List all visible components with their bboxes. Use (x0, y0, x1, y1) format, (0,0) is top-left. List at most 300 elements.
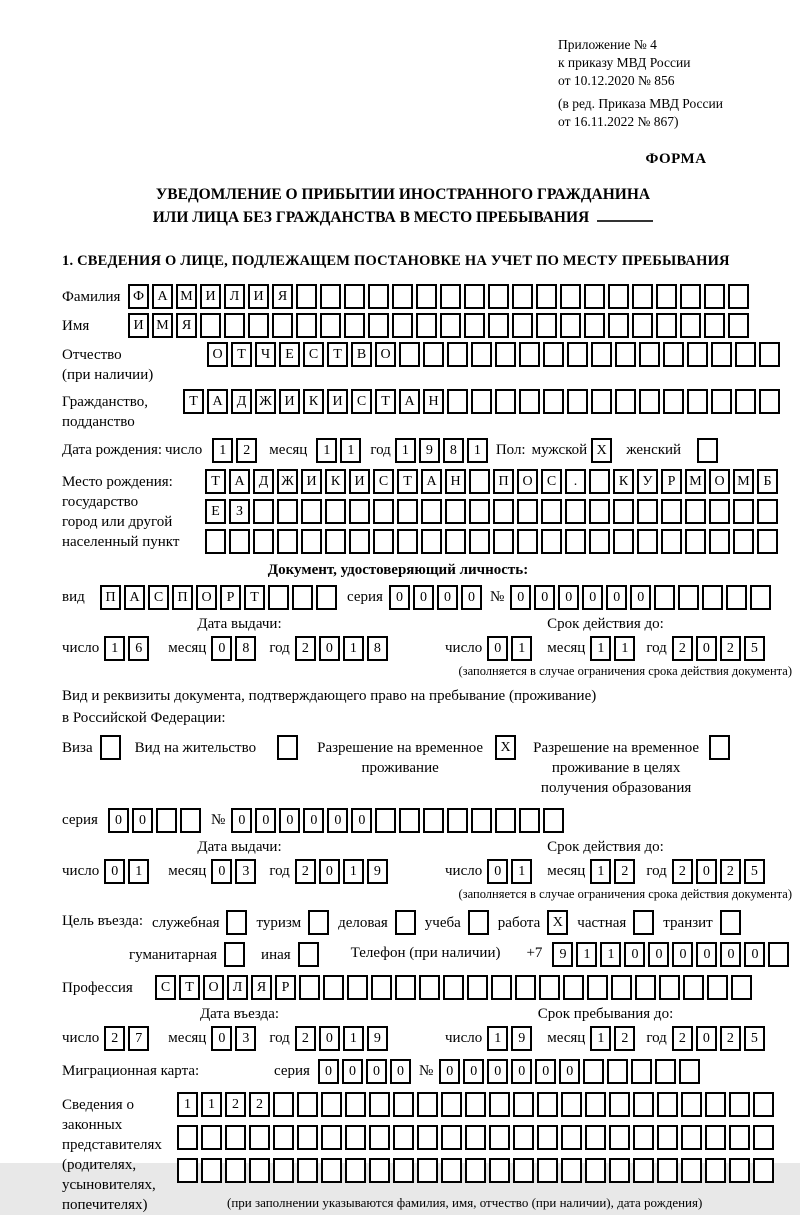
form-cell[interactable]: 0 (366, 1059, 387, 1084)
form-cell[interactable] (369, 1158, 390, 1183)
form-cell[interactable]: 1 (128, 859, 149, 884)
purpose-official-checkbox[interactable] (226, 910, 247, 935)
form-cell[interactable] (561, 1125, 582, 1150)
form-cell[interactable]: 2 (614, 859, 635, 884)
form-cell[interactable]: 0 (303, 808, 324, 833)
form-cell[interactable] (465, 1158, 486, 1183)
form-cell[interactable] (416, 313, 437, 338)
form-cell[interactable] (491, 975, 512, 1000)
form-cell[interactable] (659, 975, 680, 1000)
form-cell[interactable] (609, 1092, 630, 1117)
form-cell[interactable] (205, 529, 226, 554)
form-cell[interactable]: 0 (534, 585, 555, 610)
form-cell[interactable]: Н (423, 389, 444, 414)
form-cell[interactable]: Я (251, 975, 272, 1000)
form-cell[interactable] (679, 1059, 700, 1084)
form-cell[interactable]: 1 (340, 438, 361, 463)
form-cell[interactable] (589, 529, 610, 554)
form-cell[interactable]: С (373, 469, 394, 494)
sex-female-checkbox[interactable] (697, 438, 718, 463)
form-cell[interactable]: И (248, 284, 269, 309)
form-cell[interactable]: Т (244, 585, 265, 610)
form-cell[interactable]: . (565, 469, 586, 494)
form-cell[interactable]: 0 (211, 859, 232, 884)
form-cell[interactable]: К (303, 389, 324, 414)
form-cell[interactable] (447, 342, 468, 367)
form-cell[interactable] (561, 1092, 582, 1117)
form-cell[interactable] (513, 1125, 534, 1150)
form-cell[interactable] (445, 529, 466, 554)
form-cell[interactable]: А (399, 389, 420, 414)
form-cell[interactable] (297, 1158, 318, 1183)
form-cell[interactable] (399, 342, 420, 367)
form-cell[interactable]: Ф (128, 284, 149, 309)
form-cell[interactable]: 0 (319, 859, 340, 884)
form-cell[interactable] (728, 284, 749, 309)
form-cell[interactable]: Д (253, 469, 274, 494)
form-cell[interactable] (589, 469, 610, 494)
form-cell[interactable] (631, 1059, 652, 1084)
form-cell[interactable] (702, 585, 723, 610)
form-cell[interactable]: 2 (720, 859, 741, 884)
form-cell[interactable]: И (279, 389, 300, 414)
form-cell[interactable] (519, 389, 540, 414)
form-cell[interactable] (277, 499, 298, 524)
form-cell[interactable] (397, 529, 418, 554)
form-cell[interactable] (273, 1092, 294, 1117)
form-cell[interactable]: 0 (279, 808, 300, 833)
visa-checkbox[interactable] (100, 735, 121, 760)
form-cell[interactable] (467, 975, 488, 1000)
form-cell[interactable]: 2 (614, 1026, 635, 1051)
form-cell[interactable] (375, 808, 396, 833)
form-cell[interactable]: К (613, 469, 634, 494)
purpose-tourism-checkbox[interactable] (308, 910, 329, 935)
form-cell[interactable] (495, 808, 516, 833)
form-cell[interactable]: Я (176, 313, 197, 338)
form-cell[interactable] (395, 975, 416, 1000)
form-cell[interactable] (369, 1092, 390, 1117)
form-cell[interactable] (272, 313, 293, 338)
form-cell[interactable] (584, 284, 605, 309)
form-cell[interactable] (560, 284, 581, 309)
form-cell[interactable] (608, 284, 629, 309)
form-cell[interactable] (488, 284, 509, 309)
form-cell[interactable]: Е (205, 499, 226, 524)
form-cell[interactable] (268, 585, 289, 610)
form-cell[interactable] (615, 342, 636, 367)
form-cell[interactable]: 5 (744, 636, 765, 661)
form-cell[interactable] (639, 389, 660, 414)
form-cell[interactable] (489, 1092, 510, 1117)
form-cell[interactable] (587, 975, 608, 1000)
form-cell[interactable]: 0 (672, 942, 693, 967)
form-cell[interactable] (678, 585, 699, 610)
form-cell[interactable] (392, 313, 413, 338)
form-cell[interactable]: 0 (413, 585, 434, 610)
form-cell[interactable] (709, 529, 730, 554)
form-cell[interactable]: Т (327, 342, 348, 367)
form-cell[interactable]: 1 (590, 1026, 611, 1051)
form-cell[interactable] (495, 342, 516, 367)
form-cell[interactable]: П (493, 469, 514, 494)
form-cell[interactable] (493, 499, 514, 524)
form-cell[interactable] (733, 529, 754, 554)
form-cell[interactable]: 9 (511, 1026, 532, 1051)
form-cell[interactable] (392, 284, 413, 309)
form-cell[interactable]: И (301, 469, 322, 494)
form-cell[interactable] (753, 1158, 774, 1183)
form-cell[interactable]: 0 (318, 1059, 339, 1084)
form-cell[interactable] (633, 1125, 654, 1150)
form-cell[interactable] (632, 313, 653, 338)
form-cell[interactable] (225, 1158, 246, 1183)
form-cell[interactable] (349, 499, 370, 524)
form-cell[interactable] (323, 975, 344, 1000)
form-cell[interactable]: С (541, 469, 562, 494)
form-cell[interactable]: Т (231, 342, 252, 367)
form-cell[interactable] (584, 313, 605, 338)
form-cell[interactable] (537, 1158, 558, 1183)
form-cell[interactable] (654, 585, 675, 610)
form-cell[interactable]: 2 (249, 1092, 270, 1117)
form-cell[interactable] (613, 529, 634, 554)
form-cell[interactable]: В (351, 342, 372, 367)
form-cell[interactable] (567, 389, 588, 414)
form-cell[interactable]: С (351, 389, 372, 414)
form-cell[interactable] (705, 1125, 726, 1150)
form-cell[interactable] (656, 284, 677, 309)
form-cell[interactable] (321, 1092, 342, 1117)
form-cell[interactable]: 1 (590, 859, 611, 884)
form-cell[interactable] (563, 975, 584, 1000)
form-cell[interactable] (639, 342, 660, 367)
form-cell[interactable] (417, 1125, 438, 1150)
form-cell[interactable] (368, 313, 389, 338)
form-cell[interactable]: Р (275, 975, 296, 1000)
temp-residence-education-checkbox[interactable] (709, 735, 730, 760)
form-cell[interactable]: 0 (535, 1059, 556, 1084)
form-cell[interactable]: Т (397, 469, 418, 494)
form-cell[interactable] (663, 342, 684, 367)
form-cell[interactable] (419, 975, 440, 1000)
form-cell[interactable] (560, 313, 581, 338)
form-cell[interactable] (657, 1158, 678, 1183)
form-cell[interactable] (680, 284, 701, 309)
form-cell[interactable] (421, 529, 442, 554)
form-cell[interactable] (441, 1158, 462, 1183)
form-cell[interactable]: А (229, 469, 250, 494)
form-cell[interactable] (711, 342, 732, 367)
form-cell[interactable] (705, 1092, 726, 1117)
form-cell[interactable]: Р (661, 469, 682, 494)
form-cell[interactable] (224, 313, 245, 338)
form-cell[interactable]: 7 (128, 1026, 149, 1051)
form-cell[interactable] (517, 499, 538, 524)
form-cell[interactable]: О (709, 469, 730, 494)
form-cell[interactable] (371, 975, 392, 1000)
form-cell[interactable] (537, 1092, 558, 1117)
form-cell[interactable]: 2 (720, 636, 741, 661)
form-cell[interactable]: Б (757, 469, 778, 494)
form-cell[interactable]: 2 (295, 859, 316, 884)
form-cell[interactable] (399, 808, 420, 833)
form-cell[interactable] (591, 389, 612, 414)
form-cell[interactable]: 0 (582, 585, 603, 610)
form-cell[interactable] (681, 1158, 702, 1183)
form-cell[interactable]: А (421, 469, 442, 494)
form-cell[interactable] (349, 529, 370, 554)
form-cell[interactable] (536, 313, 557, 338)
form-cell[interactable]: 2 (295, 1026, 316, 1051)
form-cell[interactable] (704, 284, 725, 309)
form-cell[interactable]: 9 (367, 1026, 388, 1051)
form-cell[interactable] (613, 499, 634, 524)
form-cell[interactable]: 0 (461, 585, 482, 610)
form-cell[interactable] (687, 389, 708, 414)
form-cell[interactable]: Ч (255, 342, 276, 367)
form-cell[interactable] (273, 1125, 294, 1150)
form-cell[interactable] (687, 342, 708, 367)
form-cell[interactable] (296, 284, 317, 309)
form-cell[interactable] (345, 1158, 366, 1183)
form-cell[interactable] (685, 499, 706, 524)
form-cell[interactable]: М (176, 284, 197, 309)
form-cell[interactable]: 1 (343, 1026, 364, 1051)
form-cell[interactable]: 0 (606, 585, 627, 610)
form-cell[interactable] (611, 975, 632, 1000)
form-cell[interactable] (768, 942, 789, 967)
purpose-transit-checkbox[interactable] (720, 910, 741, 935)
form-cell[interactable] (711, 389, 732, 414)
form-cell[interactable]: Л (224, 284, 245, 309)
form-cell[interactable]: 1 (590, 636, 611, 661)
form-cell[interactable] (657, 1092, 678, 1117)
form-cell[interactable]: Н (445, 469, 466, 494)
form-cell[interactable] (543, 342, 564, 367)
form-cell[interactable]: Ж (277, 469, 298, 494)
form-cell[interactable] (447, 808, 468, 833)
form-cell[interactable]: 3 (235, 859, 256, 884)
form-cell[interactable]: 0 (390, 1059, 411, 1084)
purpose-humanitarian-checkbox[interactable] (224, 942, 245, 967)
form-cell[interactable]: 2 (225, 1092, 246, 1117)
form-cell[interactable] (567, 342, 588, 367)
form-cell[interactable]: П (100, 585, 121, 610)
form-cell[interactable] (635, 975, 656, 1000)
form-cell[interactable] (565, 499, 586, 524)
form-cell[interactable]: С (148, 585, 169, 610)
form-cell[interactable]: К (325, 469, 346, 494)
form-cell[interactable] (297, 1092, 318, 1117)
form-cell[interactable]: 0 (487, 636, 508, 661)
form-cell[interactable] (273, 1158, 294, 1183)
form-cell[interactable]: С (303, 342, 324, 367)
form-cell[interactable]: 0 (319, 1026, 340, 1051)
form-cell[interactable]: А (124, 585, 145, 610)
form-cell[interactable] (440, 284, 461, 309)
form-cell[interactable] (609, 1158, 630, 1183)
form-cell[interactable] (707, 975, 728, 1000)
form-cell[interactable]: 0 (558, 585, 579, 610)
form-cell[interactable] (471, 389, 492, 414)
form-cell[interactable] (615, 389, 636, 414)
form-cell[interactable] (488, 313, 509, 338)
purpose-other-checkbox[interactable] (298, 942, 319, 967)
form-cell[interactable] (565, 529, 586, 554)
form-cell[interactable] (661, 499, 682, 524)
form-cell[interactable] (320, 313, 341, 338)
form-cell[interactable]: 0 (630, 585, 651, 610)
form-cell[interactable]: 2 (672, 1026, 693, 1051)
form-cell[interactable] (373, 529, 394, 554)
form-cell[interactable] (489, 1125, 510, 1150)
form-cell[interactable] (297, 1125, 318, 1150)
form-cell[interactable] (735, 342, 756, 367)
form-cell[interactable] (464, 313, 485, 338)
form-cell[interactable] (561, 1158, 582, 1183)
form-cell[interactable] (369, 1125, 390, 1150)
form-cell[interactable] (180, 808, 201, 833)
form-cell[interactable]: 0 (696, 1026, 717, 1051)
form-cell[interactable] (607, 1059, 628, 1084)
form-cell[interactable]: 1 (316, 438, 337, 463)
form-cell[interactable] (316, 585, 337, 610)
form-cell[interactable] (539, 975, 560, 1000)
form-cell[interactable] (608, 313, 629, 338)
form-cell[interactable]: 1 (467, 438, 488, 463)
form-cell[interactable] (591, 342, 612, 367)
form-cell[interactable]: 1 (576, 942, 597, 967)
form-cell[interactable] (469, 469, 490, 494)
form-cell[interactable] (320, 284, 341, 309)
form-cell[interactable] (156, 808, 177, 833)
form-cell[interactable]: 1 (511, 859, 532, 884)
form-cell[interactable] (177, 1158, 198, 1183)
form-cell[interactable]: 0 (559, 1059, 580, 1084)
form-cell[interactable] (637, 529, 658, 554)
purpose-work-checkbox[interactable]: X (547, 910, 568, 935)
form-cell[interactable]: Д (231, 389, 252, 414)
form-cell[interactable] (685, 529, 706, 554)
form-cell[interactable] (229, 529, 250, 554)
form-cell[interactable] (513, 1092, 534, 1117)
form-cell[interactable]: О (517, 469, 538, 494)
form-cell[interactable] (465, 1092, 486, 1117)
form-cell[interactable]: Т (179, 975, 200, 1000)
form-cell[interactable]: 0 (648, 942, 669, 967)
form-cell[interactable]: 1 (395, 438, 416, 463)
form-cell[interactable] (519, 342, 540, 367)
form-cell[interactable]: 0 (211, 636, 232, 661)
form-cell[interactable]: 1 (201, 1092, 222, 1117)
form-cell[interactable] (397, 499, 418, 524)
form-cell[interactable] (705, 1158, 726, 1183)
form-cell[interactable] (301, 529, 322, 554)
form-cell[interactable] (585, 1158, 606, 1183)
form-cell[interactable]: 1 (600, 942, 621, 967)
form-cell[interactable]: 0 (231, 808, 252, 833)
form-cell[interactable] (589, 499, 610, 524)
form-cell[interactable]: 6 (128, 636, 149, 661)
form-cell[interactable] (661, 529, 682, 554)
form-cell[interactable]: 0 (487, 1059, 508, 1084)
form-cell[interactable]: Е (279, 342, 300, 367)
form-cell[interactable] (512, 313, 533, 338)
form-cell[interactable] (253, 499, 274, 524)
form-cell[interactable] (201, 1158, 222, 1183)
form-cell[interactable]: 0 (351, 808, 372, 833)
purpose-business-checkbox[interactable] (395, 910, 416, 935)
form-cell[interactable]: Я (272, 284, 293, 309)
form-cell[interactable] (325, 499, 346, 524)
form-cell[interactable] (393, 1092, 414, 1117)
form-cell[interactable] (519, 808, 540, 833)
form-cell[interactable]: 8 (235, 636, 256, 661)
form-cell[interactable] (345, 1092, 366, 1117)
form-cell[interactable] (704, 313, 725, 338)
form-cell[interactable]: 0 (744, 942, 765, 967)
form-cell[interactable]: П (172, 585, 193, 610)
form-cell[interactable] (733, 499, 754, 524)
form-cell[interactable] (393, 1125, 414, 1150)
form-cell[interactable] (656, 313, 677, 338)
residence-permit-checkbox[interactable] (277, 735, 298, 760)
form-cell[interactable]: О (203, 975, 224, 1000)
form-cell[interactable] (489, 1158, 510, 1183)
form-cell[interactable] (759, 342, 780, 367)
form-cell[interactable]: 8 (367, 636, 388, 661)
form-cell[interactable] (299, 975, 320, 1000)
form-cell[interactable]: 1 (343, 859, 364, 884)
form-cell[interactable] (471, 808, 492, 833)
form-cell[interactable] (345, 1125, 366, 1150)
form-cell[interactable] (633, 1092, 654, 1117)
form-cell[interactable] (177, 1125, 198, 1150)
form-cell[interactable] (201, 1125, 222, 1150)
form-cell[interactable] (249, 1158, 270, 1183)
form-cell[interactable] (443, 975, 464, 1000)
form-cell[interactable]: 0 (463, 1059, 484, 1084)
form-cell[interactable] (321, 1158, 342, 1183)
form-cell[interactable] (393, 1158, 414, 1183)
form-cell[interactable]: У (637, 469, 658, 494)
form-cell[interactable] (680, 313, 701, 338)
form-cell[interactable]: 0 (439, 1059, 460, 1084)
form-cell[interactable] (681, 1125, 702, 1150)
form-cell[interactable] (493, 529, 514, 554)
form-cell[interactable] (417, 1092, 438, 1117)
form-cell[interactable] (292, 585, 313, 610)
form-cell[interactable]: И (349, 469, 370, 494)
form-cell[interactable] (368, 284, 389, 309)
form-cell[interactable]: 0 (255, 808, 276, 833)
form-cell[interactable]: 0 (511, 1059, 532, 1084)
form-cell[interactable]: И (327, 389, 348, 414)
form-cell[interactable]: 0 (319, 636, 340, 661)
form-cell[interactable]: М (685, 469, 706, 494)
form-cell[interactable] (416, 284, 437, 309)
form-cell[interactable] (512, 284, 533, 309)
form-cell[interactable] (469, 529, 490, 554)
form-cell[interactable]: 1 (614, 636, 635, 661)
form-cell[interactable]: И (200, 284, 221, 309)
form-cell[interactable] (541, 529, 562, 554)
form-cell[interactable] (753, 1092, 774, 1117)
form-cell[interactable]: 1 (343, 636, 364, 661)
form-cell[interactable] (729, 1092, 750, 1117)
form-cell[interactable]: О (207, 342, 228, 367)
